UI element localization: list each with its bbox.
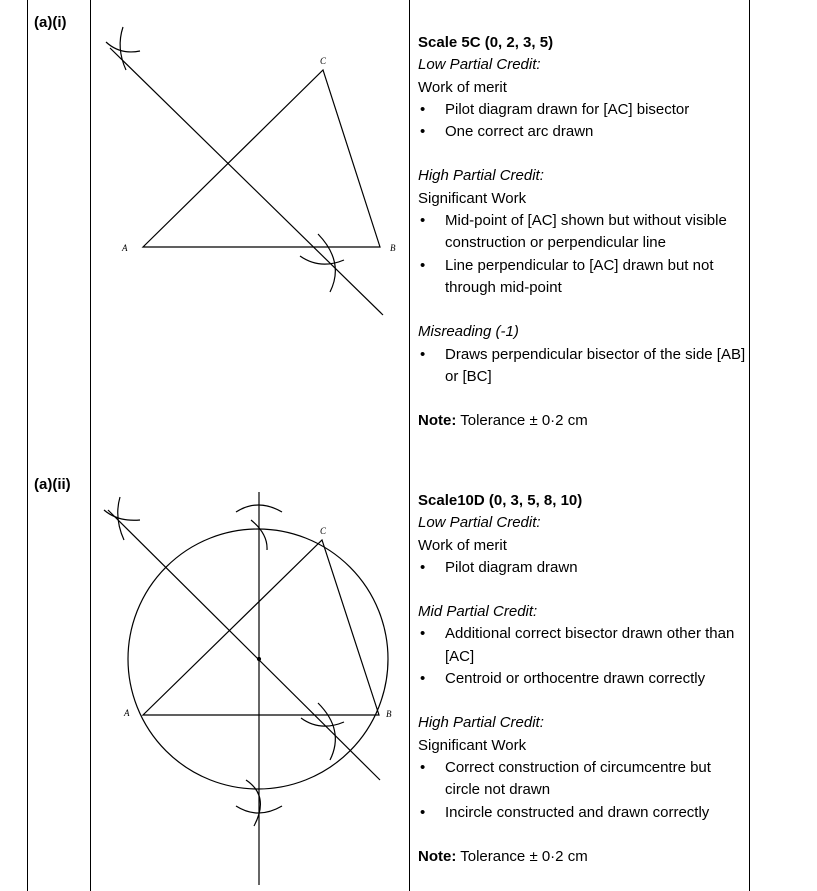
marking-scheme-a-i xyxy=(418,32,748,432)
misreading-list xyxy=(418,344,748,389)
mid-partial-credit-list xyxy=(418,623,748,690)
vertex-label-b: B xyxy=(386,709,392,719)
tolerance-note xyxy=(418,410,748,432)
vertex-label-c: C xyxy=(320,56,327,66)
list-item: • Pilot diagram drawn xyxy=(418,557,748,579)
circumcentre-dot xyxy=(258,658,261,661)
high-partial-credit-subheading: Significant Work xyxy=(418,189,527,207)
triangle-abc xyxy=(143,70,380,247)
scale-title: Scale 5C (0, 2, 3, 5) xyxy=(418,34,554,51)
low-partial-credit-subheading: Work of merit xyxy=(418,78,507,96)
vertex-label-b: B xyxy=(390,243,396,253)
vertex-label-a: A xyxy=(122,243,128,253)
low-partial-credit-subheading: Work of merit xyxy=(418,536,507,554)
note-label: Note: xyxy=(418,847,457,865)
vertex-label-c: C xyxy=(320,526,327,536)
note-label: Note: xyxy=(418,412,457,430)
tolerance-note xyxy=(418,846,748,868)
misreading-heading: Misreading (-1) xyxy=(418,323,519,341)
construction-arc-bottom xyxy=(300,256,344,264)
low-partial-credit-heading: Low Partial Credit: xyxy=(418,56,541,74)
scale-title: Scale10D (0, 3, 5, 8, 10) xyxy=(418,492,583,509)
note-text: Tolerance ± 0·2 cm xyxy=(460,412,588,430)
low-partial-credit-list xyxy=(418,557,748,579)
construction-arc-bottom-right xyxy=(318,703,335,760)
low-partial-credit-heading: Low Partial Credit: xyxy=(418,514,541,532)
list-item: • Centroid or orthocentre drawn correctly xyxy=(418,668,748,690)
list-item: • Line perpendicular to [AC] drawn but not through mid-point xyxy=(418,255,748,300)
list-item: • Additional correct bisector drawn other than [AC] xyxy=(418,623,748,668)
low-partial-credit-list xyxy=(418,99,748,144)
construction-arc-bottom xyxy=(246,780,260,826)
list-item: • Pilot diagram drawn for [AC] bisector xyxy=(418,99,748,121)
list-item: • One correct arc drawn xyxy=(418,121,748,143)
high-partial-credit-subheading: Significant Work xyxy=(418,736,527,754)
table-divider-scheme xyxy=(409,0,410,891)
part-a-i-label: (a)(i) xyxy=(34,14,67,31)
diagram-a-ii xyxy=(104,492,392,885)
list-item: • Draws perpendicular bisector of the side [AB] or [BC] xyxy=(418,344,748,389)
perpendicular-bisector-line xyxy=(110,48,383,315)
note-text: Tolerance ± 0·2 cm xyxy=(460,847,588,865)
high-partial-credit-heading: High Partial Credit: xyxy=(418,167,544,185)
bisector-of-ac-line xyxy=(108,510,380,780)
high-partial-credit-list xyxy=(418,757,748,824)
high-partial-credit-list xyxy=(418,210,748,299)
part-a-ii-label: (a)(ii) xyxy=(34,476,71,493)
mid-partial-credit-heading: Mid Partial Credit: xyxy=(418,603,538,621)
vertex-label-a: A xyxy=(124,708,130,718)
table-border-right xyxy=(749,0,750,891)
list-item: • Mid-point of [AC] shown but without visible construction or perpendicular line xyxy=(418,210,748,255)
diagram-a-i xyxy=(106,27,396,315)
marking-scheme-a-ii xyxy=(418,490,748,868)
construction-arc-top xyxy=(106,42,140,52)
triangle-abc xyxy=(143,540,379,715)
high-partial-credit-heading: High Partial Credit: xyxy=(418,714,544,732)
list-item: • Correct construction of circumcentre but circle not drawn xyxy=(418,757,748,802)
list-item: • Incircle constructed and drawn correctly xyxy=(418,802,748,824)
